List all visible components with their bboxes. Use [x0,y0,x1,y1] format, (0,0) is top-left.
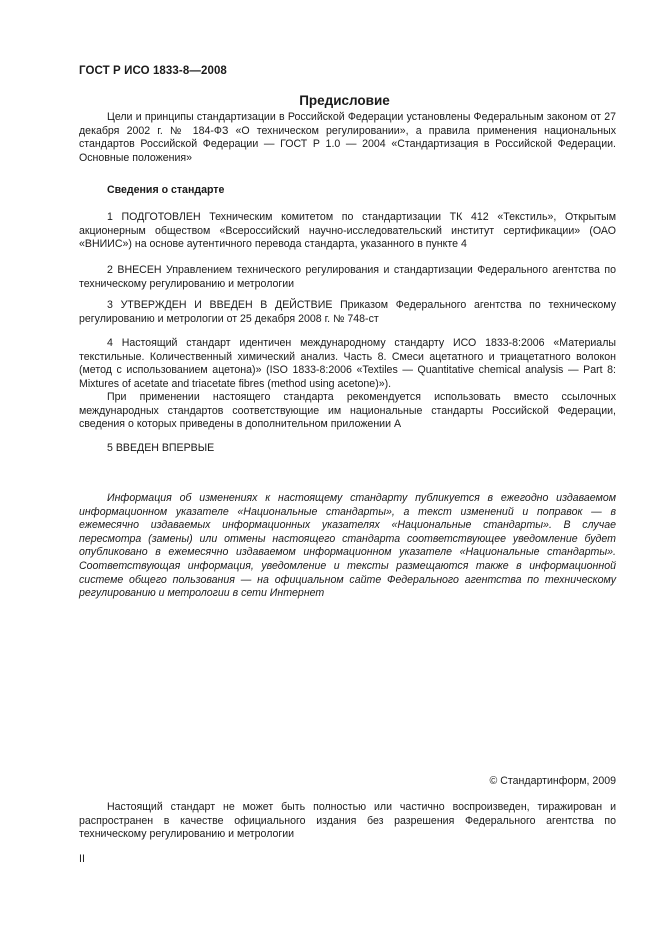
item-2: 2 ВНЕСЕН Управлением технического регулирования и стандартизации Федерального агентства по техническому регулированию и метрологии [79,264,616,290]
item-4: 4 Настоящий стандарт идентичен международному стандарту ИСО 1833-8:2006 «Материалы текстильные. Количественный химический анализ. Часть 8. Смеси ацетатного и триацетатного волокон (метод с использованием ацетона)» (ISO 1833-8:2006 «Textiles — Quantitative chemical analysis — Part 8: Mixtures of acetate and triacetate fibres (method using acetone)»). [79,337,616,390]
page-title: Предисловие [299,93,390,108]
item-4-note: При применении настоящего стандарта рекомендуется использовать вместо ссылочных международных стандартов соответствующие им национальные стандарты Российской Федерации, сведения о которых приведены в дополнительном приложении А [79,391,616,431]
copyright: © Стандартинформ, 2009 [489,775,616,787]
intro-paragraph: Цели и принципы стандартизации в Российской Федерации установлены Федеральным законом от 27 декабря 2002 г. № 184-ФЗ «О техническом регулировании», а правила применения национальных стандартов Российской Федерации — ГОСТ Р 1.0 — 2004 «Стандартизация в Российской Федерации. Основные положения» [79,111,616,164]
item-5: 5 ВВЕДЕН ВПЕРВЫЕ [107,442,215,454]
changes-info: Информация об изменениях к настоящему стандарту публикуется в ежегодно издаваемом информационном указателе «Национальные стандарты», а текст изменений и поправок — в ежемесячно издаваемых информационных указателях «Национальные стандарты». В случае пересмотра (замены) или отмены настоящего стандарта соответствующее уведомление будет опубликовано в ежемесячно издаваемом информационном указателе «Национальные стандарты». Соответствующая информация, уведомление и тексты размещаются также в информационной системе общего пользования — на официальном сайте Федерального агентства по техническому регулированию и метрологии в сети Интернет [79,492,616,600]
page-number: II [79,853,85,865]
item-3: 3 УТВЕРЖДЕН И ВВЕДЕН В ДЕЙСТВИЕ Приказом Федерального агентства по техническому регулированию и метрологии от 25 декабря 2008 г. № 748-ст [79,299,616,325]
item-1: 1 ПОДГОТОВЛЕН Техническим комитетом по стандартизации ТК 412 «Текстиль», Открытым акционерным обществом «Всероссийский научно-исследовательский институт сертификации» (ОАО «ВНИИС») на основе аутентичного перевода стандарта, указанного в пункте 4 [79,211,616,251]
standard-header: ГОСТ Р ИСО 1833-8—2008 [79,65,227,77]
reproduction-notice: Настоящий стандарт не может быть полностью или частично воспроизведен, тиражирован и распространен в качестве официального издания без разрешения Федерального агентства по техническому регулированию и метрологии [79,801,616,841]
about-heading: Сведения о стандарте [107,184,225,196]
